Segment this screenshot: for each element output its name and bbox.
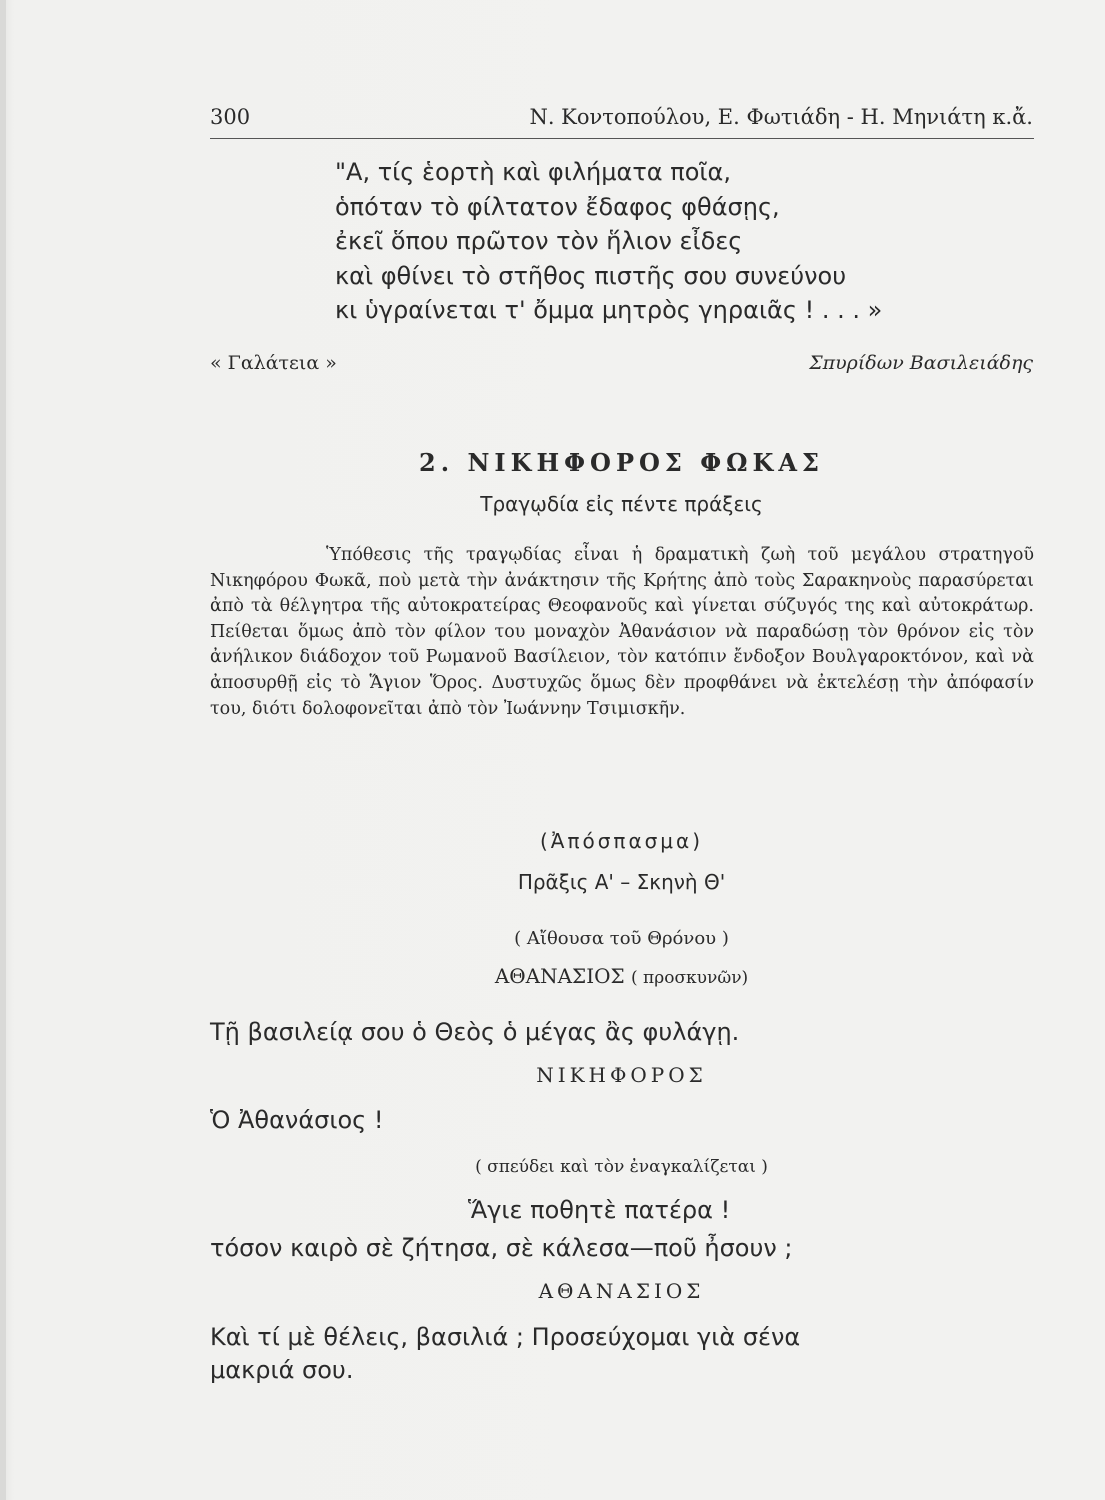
excerpt-label: (Ἀπόσπασμα) [539,829,704,853]
running-title: Ν. Κοντοπούλου, Ε. Φωτιάδη - Η. Μηνιάτη κ.ἄ. [529,105,1033,129]
stage-setting: ( Αἴθουσα τοῦ Θρόνου ) [514,928,729,949]
dialogue-line: Ὁ Ἀθανάσιος ! [210,1106,384,1134]
speaker-name: ΑΘΑΝΑΣΙΟΣ [494,964,625,988]
section-subtitle: Τραγῳδία εἰς πέντε πράξεις [480,492,763,516]
page-number: 300 [210,105,251,129]
poem-line: ἐκεῖ ὅπου πρῶτον τὸν ἥλιον εἶδες [335,227,743,255]
poem-line: κι ὑγραίνεται τ' ὄμμα μητρὸς γηραιᾶς ! . . . » [335,296,883,324]
poem-line: καὶ φθίνει τὸ στῆθος πιστῆς σου συνεύνου [335,261,847,290]
poem-source-author: Σπυρίδων Βασιλειάδης [809,352,1033,374]
speaker-nikiforos: ΝΙΚΗΦΟΡΟΣ [536,1063,707,1087]
section-title: 2. ΝΙΚΗΦΟΡΟΣ ΦΩΚΑΣ [419,448,824,477]
stage-direction: ( σπεύδει καὶ τὸν ἐναγκαλίζεται ) [475,1157,768,1177]
dialogue-line: Τῇ βασιλείᾳ σου ὁ Θεὸς ὁ μέγας ἂς φυλάγῃ. [210,1018,740,1046]
poem [335,155,882,328]
plot-summary: Ὑπόθεσις τῆς τραγῳδίας εἶναι ἡ δραματικὴ ζωὴ τοῦ μεγάλου στρατηγοῦ Νικηφόρου Φωκᾶ, ποὺ μετὰ τὴν ἀνάκτησιν τῆς Κρήτης ἀπὸ τοὺς Σαρακηνοὺς παρασύρεται ἀπὸ τὰ θέλγητρα τῆς αὐτοκρατείρας Θεοφανοῦς καὶ γίνεται σύζυγός της καὶ αὐτοκράτωρ. Πείθεται ὅμως ἀπὸ τὸν φίλον του μοναχὸν Ἀθανάσιον νὰ παραδώσῃ τὸν θρόνον εἰς τὸν ἀνήλικον διάδοχον τοῦ Ρωμανοῦ Βασίλειον, τὸν κατόπιν ἔνδοξον Βουλγαροκτόνον, καὶ νὰ ἀποσυρθῇ εἰς τὸ Ἅγιον Ὅρος. Δυστυχῶς ὅμως δὲν προφθάνει νὰ ἐκτελέσῃ τὴν ἀπόφασίν του, διότι δολοφονεῖται ἀπὸ τὸν Ἰωάννην Τσιμισκῆν. [210,545,1034,719]
speaker-athanasios [0,964,1105,988]
dialogue-line: Ἅγιε ποθητὲ πατέρα ! [468,1196,731,1224]
dialogue-line: Καὶ τί μὲ θέλεις, βασιλιά ; Προσεύχομαι γιὰ σένα [210,1323,801,1351]
header-rule [210,138,1034,139]
poem-line: "Α, τίς ἑορτὴ καὶ φιλήματα ποῖα, [335,158,731,186]
poem-source-work: « Γαλάτεια » [210,352,337,374]
stage-direction: ( προσκυνῶν) [631,968,749,988]
poem-line: ὁπόταν τὸ φίλτατον ἔδαφος φθάσῃς, [335,192,780,221]
speaker-athanasios-2: ΑΘΑΝΑΣΙΟΣ [538,1279,705,1303]
page-edge [0,0,6,1500]
dialogue-line: τόσον καιρὸ σὲ ζήτησα, σὲ κάλεσα—ποῦ ἦσουν ; [210,1234,793,1262]
act-scene: Πρᾶξις Α' – Σκηνὴ Θ' [517,870,726,894]
dialogue-line: μακριά σου. [210,1356,354,1384]
